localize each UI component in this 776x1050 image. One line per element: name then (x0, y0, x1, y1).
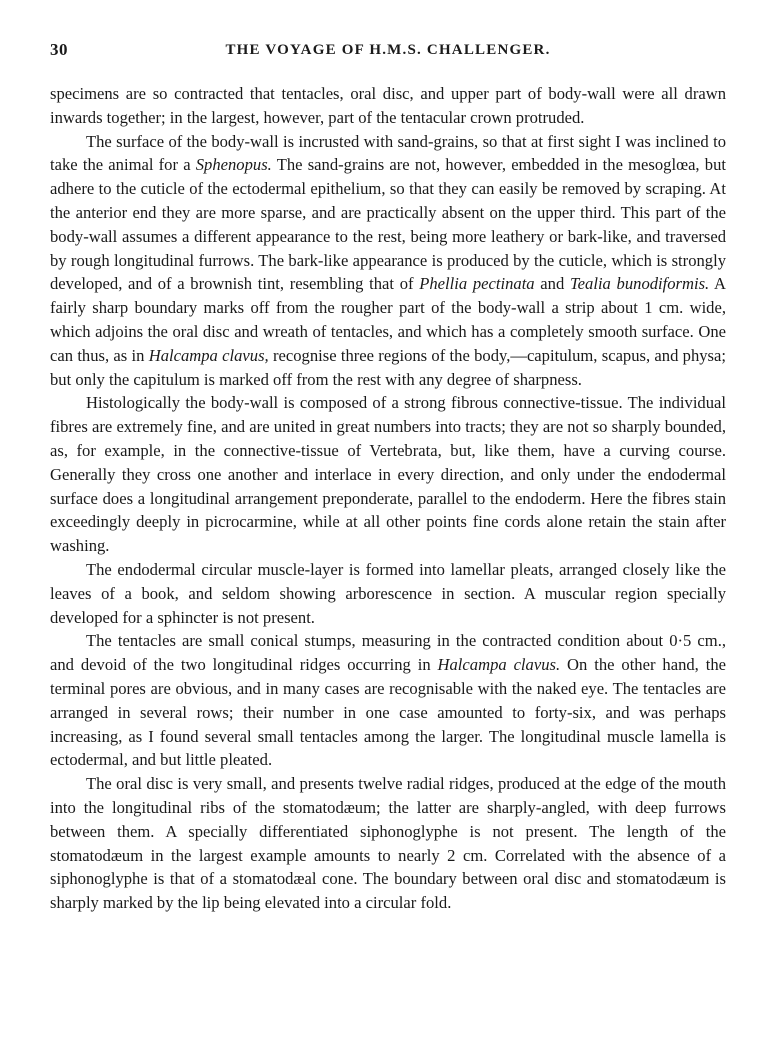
taxon-name: Tealia bunodiformis. (569, 274, 710, 294)
taxon-name: Sphenopus. (195, 155, 272, 175)
paragraph-histology (50, 391, 726, 558)
paragraph-body-wall-surface (50, 130, 726, 392)
text-segment: and (534, 274, 570, 294)
text-segment: specimens are so contracted that tentacles, oral disc, and upper part of body-wall were all drawn inwards together; in the largest, however, part of the tentacular crown protruded. (50, 84, 726, 127)
paragraph-tentacles (50, 629, 726, 772)
text-segment: On the other hand, the terminal pores are obvious, and in many cases are recognisable with the naked eye. The tentacles are arranged in several rows; their number in one case amounted to forty-six, and was perhaps increasing, as I found several small tentacles among the larger. The longitudinal muscle lamella is ectodermal, and but little pleated. (50, 655, 726, 770)
running-title: THE VOYAGE OF H.M.S. CHALLENGER. (225, 42, 551, 58)
taxon-name: Phellia pectinata (419, 274, 535, 294)
page-number: 30 (50, 40, 68, 59)
paragraph-continuation (50, 82, 726, 130)
text-segment: The surface of the body-wall is incrusted with sand-grains, so that at first sight I was inclined to take the animal for a (50, 131, 726, 175)
text-segment: The endodermal circular muscle-layer is formed into lamellar pleats, arranged closely like the leaves of a book, and seldom showing arborescence in section. A muscular region specially developed for a sphincter is not present. (50, 559, 726, 627)
text-segment: recognise three regions of the body,—capitulum, scapus, and physa; but only the capitulum is marked off from the rest with any degree of sharpness. (50, 345, 726, 389)
page-header (50, 40, 726, 66)
text-segment: A fairly sharp boundary marks off from the rougher part of the body-wall a strip about 1 cm. wide, which adjoins the oral disc and wreath of tentacles, and which has a completely smooth surface. One can thus, as in (50, 274, 726, 365)
book-page (50, 40, 726, 915)
text-segment: Histologically the body-wall is composed of a strong fibrous connective-tissue. The individual fibres are extremely fine, and are united in great numbers into tracts; they are not so sharply bounded, as, for example, in the connective-tissue of Vertebrata, but, like them, have a curving course. Generally they cross one another and interlace in every direction, and only under the endodermal surface does a longitudinal arrangement preponderate, parallel to the endoderm. Here the fibres stain exceedingly deeply in picrocarmine, while at all other points fine cords alone retain the stain after washing. (50, 393, 726, 556)
text-segment: The oral disc is very small, and presents twelve radial ridges, produced at the edge of the mouth into the longitudinal ribs of the stomatodæum; the latter are sharply-angled, with deep furrows between them. A specially differentiated siphonoglyphe is not present. The length of the stomatodæum in the largest example amounts to nearly 2 cm. Correlated with the absence of a siphonoglyphe is that of a stomatodæal cone. The boundary between oral disc and stomatodæum is sharply marked by the lip being elevated into a circular fold. (50, 774, 726, 913)
paragraph-oral-disc (50, 772, 726, 915)
paragraph-muscle-layer (50, 558, 726, 629)
body-text (50, 82, 726, 915)
text-segment: The sand-grains are not, however, embedded in the mesoglœa, but adhere to the cuticle of the ectodermal epithelium, so that they can easily be removed by scraping. At the anterior end they are more sparse, and are practically absent on the upper third. This part of the body-wall assumes a different appearance to the rest, being more leathery or bark-like, and traversed by rough longitudinal furrows. The bark-like appearance is produced by the cuticle, which is strongly developed, and of a brownish tint, resembling that of (50, 155, 726, 294)
taxon-name: Halcampa clavus, (148, 345, 269, 365)
taxon-name: Halcampa clavus. (437, 655, 561, 675)
text-segment: The tentacles are small conical stumps, measuring in the contracted condition about 0·5 cm., and devoid of the two longitudinal ridges occurring in (50, 631, 726, 675)
